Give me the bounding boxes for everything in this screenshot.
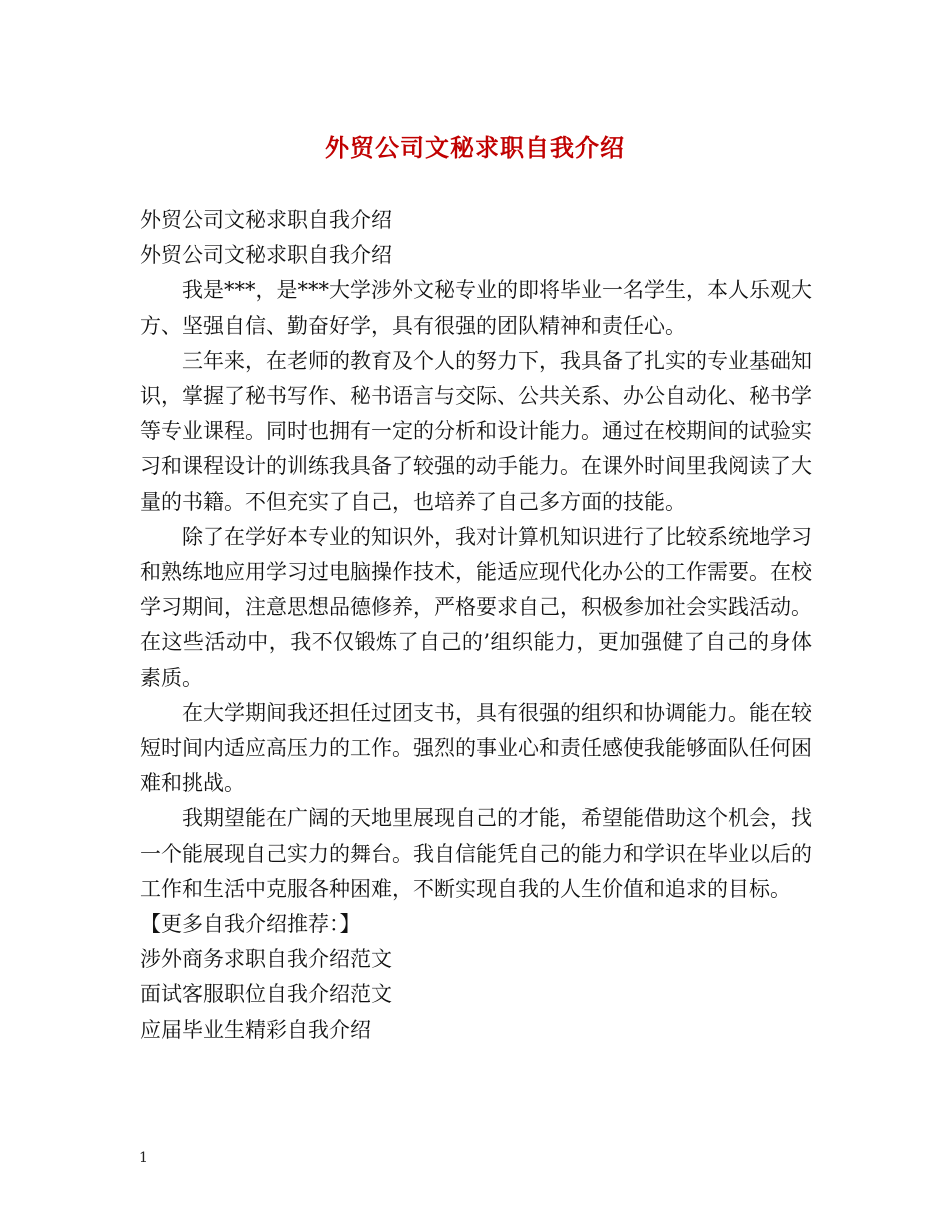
paragraph-skills: 三年来，在老师的教育及个人的努力下，我具备了扎实的专业基础知识，掌握了秘书写作、秘书语言与交际、公共关系、办公自动化、秘书学等专业课程。同时也拥有一定的分析和设计能力。通过在校期间的试验实习和课程设计的训练我具备了较强的动手能力。在课外时间里我阅读了大量的书籍。不但充实了自己，也培养了自己多方面的技能。 [140, 348, 812, 514]
recommendation-link[interactable]: 涉外商务求职自我介绍范文 [140, 947, 392, 972]
more-recommendations-heading: 【更多自我介绍推荐：】 [140, 912, 361, 937]
paragraph-expectation: 我期望能在广阔的天地里展现自己的才能，希望能借助这个机会，找一个能展现自己实力的舞台。我自信能凭自己的能力和学识在毕业以后的工作和生活中克服各种困难，不断实现自我的人生价值和追求的目标。 [140, 806, 812, 901]
subtitle-line: 外贸公司文秘求职自我介绍 [140, 243, 392, 268]
page-number: 1 [139, 1150, 148, 1166]
recommendation-link[interactable]: 面试客服职位自我介绍范文 [140, 982, 392, 1007]
paragraph-computer: 除了在学好本专业的知识外，我对计算机知识进行了比较系统地学习和熟练地应用学习过电脑操作技术，能适应现代化办公的工作需要。在校学习期间，注意思想品德修养，严格要求自己，积极参加社会实践活动。在这些活动中，我不仅锻炼了自己的’组织能力，更加强健了自己的身体素质。 [140, 524, 812, 690]
paragraph-intro: 我是***，是***大学涉外文秘专业的即将毕业一名学生，本人乐观大方、坚强自信、勤奋好学，具有很强的团队精神和责任心。 [140, 278, 812, 338]
recommendation-link[interactable]: 应届毕业生精彩自我介绍 [140, 1017, 371, 1042]
subtitle-line: 外贸公司文秘求职自我介绍 [140, 208, 392, 232]
paragraph-leadership: 在大学期间我还担任过团支书，具有很强的组织和协调能力。能在较短时间内适应高压力的工作。强烈的事业心和责任感使我能够面队任何困难和挑战。 [140, 700, 812, 796]
document-title: 外贸公司文秘求职自我介绍 [325, 133, 625, 162]
document-body [140, 203, 812, 1048]
